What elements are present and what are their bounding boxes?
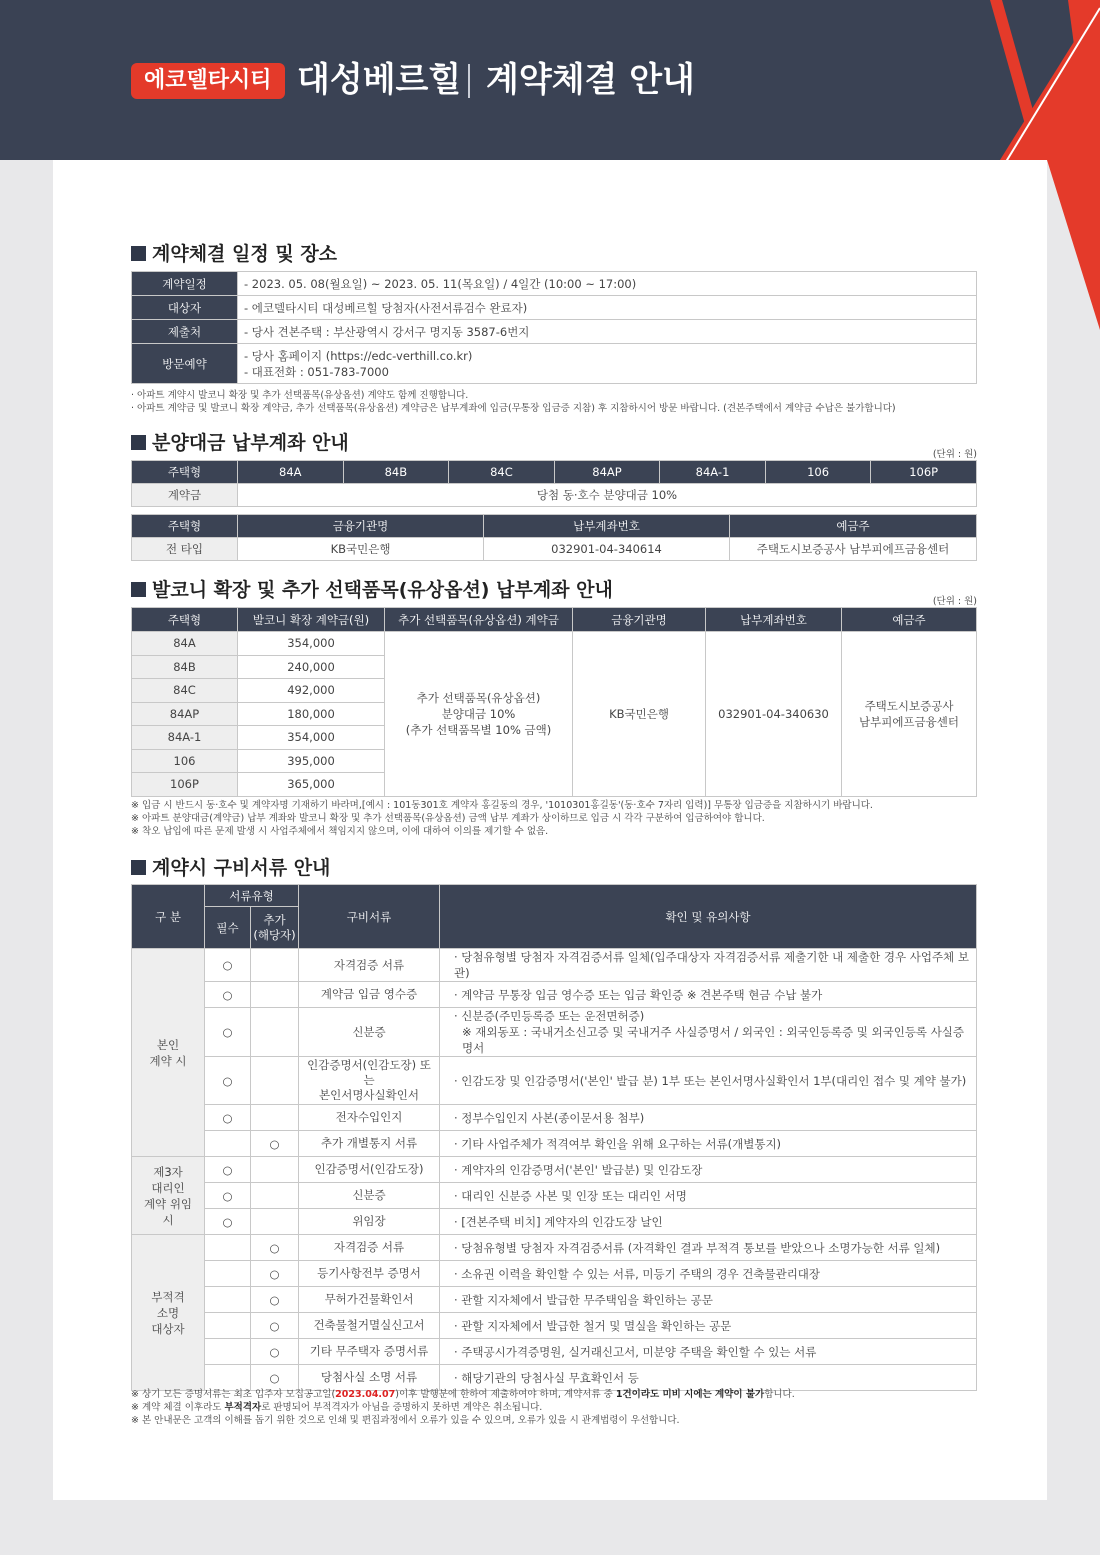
- balcony-amount: 395,000: [238, 749, 385, 773]
- account-holder: [842, 632, 977, 797]
- table-row: [132, 1339, 977, 1365]
- unit-type: 106: [132, 749, 238, 773]
- row-value: - 당사 견본주택 : 부산광역시 강서구 명지동 3587-6번지: [238, 320, 977, 344]
- header-cell: 확인 및 유의사항: [440, 885, 977, 949]
- note-line: · 소유권 이력을 확인할 수 있는 서류, 미등기 주택의 경우 건축물관리대장: [454, 1266, 821, 1281]
- balcony-amount: 365,000: [238, 773, 385, 797]
- section-title-balcony: [131, 578, 613, 602]
- note-line: · 당첨유형별 당첨자 자격검증서류 (자격확인 결과 부적격 통보를 받았으나 소명가능한 서류 일체): [454, 1240, 941, 1255]
- extra-mark: ○: [251, 1235, 299, 1261]
- category-line: 부적격: [151, 1289, 185, 1304]
- note-line: · 당첨유형별 당첨자 자격검증서류 일체(입주대상자 자격검증서류 제출기한 내 제출한 경우 사업주체 보관): [454, 950, 969, 980]
- header-cell: 84A-1: [660, 461, 766, 484]
- document-line: 기타 무주택자 증명서류: [309, 1344, 429, 1358]
- header-line: (해당자): [253, 927, 296, 942]
- schedule-table-wrap: [131, 271, 977, 384]
- category-cell: [132, 1157, 205, 1235]
- note-line: · 해당기관의 당첨사실 무효확인서 등: [454, 1370, 639, 1385]
- note-line: · 대리인 신분증 사본 및 인장 또는 대리인 서명: [454, 1188, 687, 1203]
- table-row: [132, 272, 977, 296]
- document-line: 본인서명사실확인서: [319, 1088, 419, 1102]
- section-title-documents: [131, 856, 330, 880]
- document-line: 위임장: [352, 1214, 386, 1228]
- payment-type-table: [131, 460, 977, 507]
- balcony-table: [131, 607, 977, 797]
- document-line: 인감증명서(인감도장): [314, 1162, 424, 1176]
- extra-mark: [251, 1157, 299, 1183]
- complex-name: 대성베르힐: [297, 60, 462, 100]
- document-name: [299, 1339, 440, 1365]
- document-note: [440, 1287, 977, 1313]
- required-mark: ○: [205, 1008, 251, 1057]
- website-line: - 당사 홈페이지 (https://edc-verthill.co.kr): [244, 348, 473, 363]
- note-line: · 계약금 무통장 입금 영수증 또는 입금 확인증 ※ 견본주택 현금 수납 불가: [454, 987, 823, 1002]
- account-holder: 주택도시보증공사 남부피에프금융센터: [730, 538, 977, 561]
- required-mark: [205, 1339, 251, 1365]
- document-note: [440, 1057, 977, 1105]
- document-name: [299, 1157, 440, 1183]
- unit-type: 84C: [132, 679, 238, 703]
- schedule-table: [131, 271, 977, 384]
- header-cell: 납부계좌번호: [484, 515, 730, 538]
- category-line: 본인: [156, 1037, 180, 1052]
- document-line: 무허가건물확인서: [324, 1292, 414, 1306]
- document-name: [299, 1183, 440, 1209]
- required-mark: ○: [205, 1105, 251, 1131]
- row-label: 방문예약: [132, 344, 238, 384]
- required-mark: [205, 1131, 251, 1157]
- document-note: [440, 1261, 977, 1287]
- table-row: [132, 1057, 977, 1105]
- document-name: [299, 1365, 440, 1391]
- balcony-notes: [131, 799, 873, 838]
- document-line: 전자수입인지: [335, 1110, 403, 1124]
- header-cell: 주택형: [132, 461, 238, 484]
- unit-type: 84AP: [132, 702, 238, 726]
- note-line: · 아파트 계약금 및 발코니 확장 계약금, 추가 선택품목(유상옵션) 계약금은 납부계좌에 입금(무통장 입금증 지참) 후 지참하시어 방문 바랍니다. (견본주택에서 계약금 수납은 불가합니다): [131, 403, 896, 414]
- extra-mark: [251, 1209, 299, 1235]
- section-title-text: 계약시 구비서류 안내: [152, 857, 331, 879]
- required-mark: [205, 1365, 251, 1391]
- note-text: ※ 계약 체결 이후라도: [131, 1402, 225, 1413]
- section-title-payment: [131, 431, 349, 455]
- document-line: 자격검증 서류: [333, 957, 405, 972]
- note-line: · 주택공시가격증명원, 실거래신고서, 미분양 주택을 확인할 수 있는 서류: [454, 1344, 817, 1359]
- deposit-value: 당첨 동·호수 분양대금 10%: [238, 484, 977, 507]
- note-line: · 관할 지자체에서 발급한 무주택임을 확인하는 공문: [454, 1292, 713, 1307]
- row-value: [238, 344, 977, 384]
- header-cell: 납부계좌번호: [706, 608, 842, 632]
- required-mark: [205, 1287, 251, 1313]
- note-line: · 계약자의 인감증명서('본인' 발급분) 및 인감도장: [454, 1162, 703, 1177]
- note-text: ※ 상기 모든 증명서류는 최초 입주자 모집공고일(: [131, 1389, 336, 1400]
- document-note: [440, 1183, 977, 1209]
- note-line: ※ 본 안내문은 고객의 이해를 돕기 위한 것으로 인쇄 및 편집과정에서 오류가 있을 수 있으며, 오류가 있을 시 관계법령이 우선합니다.: [131, 1415, 680, 1426]
- section-bullet-icon: [131, 246, 146, 261]
- note-text: )이후 발행분에 한하여 제출하여야 하며, 계약서류 중: [395, 1389, 616, 1400]
- note-line: ※ 착오 납입에 따른 문제 발생 시 사업주체에서 책임지지 않으며, 이에 대하여 이의를 제기할 수 없음.: [131, 826, 549, 837]
- note-date: 2023.04.07: [335, 1389, 396, 1400]
- table-row: [132, 296, 977, 320]
- option-line: (추가 선택품목별 10% 금액): [405, 722, 552, 737]
- category-line: 대리인: [151, 1180, 185, 1195]
- unit-type: 106P: [132, 773, 238, 797]
- table-row: [132, 1313, 977, 1339]
- documents-table: [131, 884, 977, 1391]
- document-line: 건축물철거멸실신고서: [313, 1318, 425, 1332]
- document-name: [299, 1287, 440, 1313]
- note-emphasis: 1건이라도 미비 시에는 계약이 불가: [615, 1389, 765, 1400]
- balcony-amount: 180,000: [238, 702, 385, 726]
- document-line: 신분증: [352, 1024, 386, 1039]
- extra-mark: ○: [251, 1287, 299, 1313]
- document-line: 신분증: [352, 1188, 386, 1202]
- section-title-text: 계약체결 일정 및 장소: [152, 243, 338, 265]
- balcony-amount: 240,000: [238, 655, 385, 679]
- document-note: [440, 1339, 977, 1365]
- unit-label: (단위 : 원): [932, 449, 977, 460]
- documents-notes: [131, 1388, 795, 1427]
- category-line: 제3자: [153, 1164, 183, 1179]
- section-bullet-icon: [131, 860, 146, 875]
- row-label: 계약금: [132, 484, 238, 507]
- note-line: ※ 입금 시 반드시 동·호수 및 계약자명 기재하기 바라며,[예시 : 101동301호 계약자 홍길동의 경우, '1010301홍길동'(동·호수 7자리 입력)] 무통장 입금증을 지참하시기 바랍니다.: [131, 800, 873, 811]
- bank-name: KB국민은행: [238, 538, 484, 561]
- required-mark: ○: [205, 1157, 251, 1183]
- header-cell: 금융기관명: [573, 608, 706, 632]
- balcony-amount: 492,000: [238, 679, 385, 703]
- table-row: [132, 515, 977, 538]
- table-row: [132, 344, 977, 384]
- table-row: [132, 1183, 977, 1209]
- document-line: 자격검증 서류: [333, 1240, 405, 1254]
- extra-mark: [251, 1057, 299, 1105]
- note-emphasis: 부적격자: [224, 1402, 262, 1413]
- row-label: 제출처: [132, 320, 238, 344]
- document-note: [440, 1008, 977, 1057]
- balcony-amount: 354,000: [238, 726, 385, 750]
- required-mark: ○: [205, 949, 251, 982]
- header-cell: 106: [765, 461, 871, 484]
- header-cell: 필수: [205, 907, 251, 949]
- document-name: [299, 949, 440, 982]
- document-name: [299, 1008, 440, 1057]
- table-row: [132, 608, 977, 632]
- header-cell: 주택형: [132, 515, 238, 538]
- required-mark: ○: [205, 1057, 251, 1105]
- table-row: [132, 1157, 977, 1183]
- unit-label: (단위 : 원): [932, 596, 977, 607]
- payment-type-table-wrap: [131, 460, 977, 507]
- extra-mark: [251, 982, 299, 1008]
- brand-badge: 에코델타시티: [131, 63, 285, 99]
- table-row: [132, 484, 977, 507]
- header-cell: 106P: [871, 461, 977, 484]
- header-cell: 84B: [343, 461, 449, 484]
- document-note: [440, 1235, 977, 1261]
- schedule-notes: [131, 389, 896, 415]
- document-name: [299, 1131, 440, 1157]
- account-number: 032901-04-340614: [484, 538, 730, 561]
- note-line: [131, 1388, 795, 1401]
- row-value: - 에코델타시티 대성베르힐 당첨자(사전서류검수 완료자): [238, 296, 977, 320]
- section-bullet-icon: [131, 582, 146, 597]
- note-line: · 기타 사업주체가 적격여부 확인을 위해 요구하는 서류(개별통지): [454, 1136, 782, 1151]
- header-cell: [251, 907, 299, 949]
- section-title-text: 발코니 확장 및 추가 선택품목(유상옵션) 납부계좌 안내: [152, 579, 613, 601]
- document-note: [440, 1131, 977, 1157]
- header-cell: 구 분: [132, 885, 205, 949]
- category-line: 소명: [156, 1305, 180, 1320]
- document-note: [440, 949, 977, 982]
- note-line: · 인감도장 및 인감증명서('본인' 발급 분) 1부 또는 본인서명사실확인서 1부(대리인 접수 및 계약 불가): [454, 1073, 967, 1088]
- note-line: · 아파트 계약시 발코니 확장 및 추가 선택품목(유상옵션) 계약도 함께 진행합니다.: [131, 390, 469, 401]
- required-mark: [205, 1235, 251, 1261]
- document-note: [440, 1105, 977, 1131]
- option-deposit-cell: [385, 632, 573, 797]
- document-line: 인감증명서(인감도장) 또는: [307, 1058, 431, 1087]
- extra-mark: [251, 949, 299, 982]
- category-line: 계약 시: [149, 1053, 187, 1068]
- page-title: 계약체결 안내: [486, 60, 695, 100]
- category-cell: [132, 949, 205, 1157]
- document-name: [299, 1313, 440, 1339]
- section-title-text: 분양대금 납부계좌 안내: [152, 432, 349, 454]
- document-note: [440, 1209, 977, 1235]
- header-cell: 서류유형: [205, 885, 299, 907]
- category-line: 대상자: [151, 1321, 185, 1336]
- category-cell: [132, 1235, 205, 1391]
- account-number: 032901-04-340630: [706, 632, 842, 797]
- note-line: · 신분증(주민등록증 또는 운전면허증): [454, 1009, 645, 1023]
- document-line: 당첨사실 소명 서류: [320, 1370, 418, 1384]
- note-line: [131, 1401, 795, 1414]
- header-line: 추가: [263, 912, 286, 927]
- phone-line: - 대표전화 : 051-783-7000: [244, 364, 389, 379]
- extra-mark: [251, 1008, 299, 1057]
- category-line: 계약 위임 시: [143, 1196, 193, 1227]
- extra-mark: ○: [251, 1313, 299, 1339]
- note-text: 합니다.: [764, 1389, 795, 1400]
- table-row: [132, 1105, 977, 1131]
- header-cell: 84A: [238, 461, 344, 484]
- note-line: · [견본주택 비치] 계약자의 인감도장 날인: [454, 1214, 663, 1229]
- balcony-amount: 354,000: [238, 632, 385, 656]
- header-cell: 발코니 확장 계약금(원): [238, 608, 385, 632]
- table-row: [132, 1261, 977, 1287]
- table-row: [132, 538, 977, 561]
- extra-mark: ○: [251, 1261, 299, 1287]
- required-mark: ○: [205, 1209, 251, 1235]
- row-label: 전 타입: [132, 538, 238, 561]
- header-cell: 예금주: [730, 515, 977, 538]
- table-row: [132, 885, 977, 907]
- header-cell: 금융기관명: [238, 515, 484, 538]
- required-mark: ○: [205, 1183, 251, 1209]
- document-line: 등기사항전부 증명서: [317, 1266, 421, 1280]
- required-mark: [205, 1261, 251, 1287]
- table-row: [132, 461, 977, 484]
- header-cell: 84C: [449, 461, 555, 484]
- header-cell: 추가 선택품목(유상옵션) 계약금: [385, 608, 573, 632]
- document-note: [440, 1313, 977, 1339]
- document-name: [299, 982, 440, 1008]
- extra-mark: ○: [251, 1339, 299, 1365]
- row-value: - 2023. 05. 08(월요일) ~ 2023. 05. 11(목요일) / 4일간 (10:00 ~ 17:00): [238, 272, 977, 296]
- unit-type: 84A-1: [132, 726, 238, 750]
- note-line: · 관할 지자체에서 발급한 철거 및 멸실을 확인하는 공문: [454, 1318, 732, 1333]
- payment-account-table: [131, 514, 977, 561]
- row-label: 대상자: [132, 296, 238, 320]
- required-mark: ○: [205, 982, 251, 1008]
- document-name: [299, 1209, 440, 1235]
- option-line: 분양대금 10%: [441, 706, 516, 721]
- documents-table-wrap: [131, 884, 977, 1391]
- extra-mark: ○: [251, 1365, 299, 1391]
- extra-mark: [251, 1183, 299, 1209]
- note-line: · 정부수입인지 사본(종이문서용 첨부): [454, 1110, 645, 1125]
- balcony-table-wrap: [131, 607, 977, 797]
- document-name: [299, 1105, 440, 1131]
- document-line: 계약금 입금 영수증: [320, 987, 418, 1001]
- row-label: 계약일정: [132, 272, 238, 296]
- section-bullet-icon: [131, 435, 146, 450]
- document-note: [440, 982, 977, 1008]
- unit-type: 84A: [132, 632, 238, 656]
- bank-name: KB국민은행: [573, 632, 706, 797]
- document-name: [299, 1235, 440, 1261]
- document-name: [299, 1261, 440, 1287]
- section-title-schedule: [131, 242, 337, 266]
- table-row: [132, 1287, 977, 1313]
- document-line: 추가 개별통지 서류: [320, 1136, 418, 1150]
- table-row: [132, 1131, 977, 1157]
- unit-type: 84B: [132, 655, 238, 679]
- title-divider: [468, 64, 470, 98]
- extra-mark: [251, 1105, 299, 1131]
- document-note: [440, 1365, 977, 1391]
- table-row: [132, 632, 977, 656]
- header-cell: 구비서류: [299, 885, 440, 949]
- note-text: 로 판명되어 부적격자가 아님을 증명하지 못하면 계약은 취소됩니다.: [261, 1402, 543, 1413]
- holder-line: 남부피에프금융센터: [859, 714, 959, 729]
- holder-line: 주택도시보증공사: [864, 698, 954, 713]
- table-row: [132, 320, 977, 344]
- header-cell: 주택형: [132, 608, 238, 632]
- payment-account-table-wrap: [131, 514, 977, 561]
- note-line: ※ 재외동포 : 국내거소신고증 및 국내거주 사실증명서 / 외국인 : 외국인등록증 및 외국인등록 사실증명서: [462, 1025, 965, 1055]
- required-mark: [205, 1313, 251, 1339]
- table-row: [132, 982, 977, 1008]
- table-row: [132, 1235, 977, 1261]
- note-line: ※ 아파트 분양대금(계약금) 납부 계좌와 발코니 확장 및 추가 선택품목(유상옵션) 금액 납부 계좌가 상이하므로 입금 시 각각 구분하여 입금하여야 합니다.: [131, 813, 765, 824]
- table-row: [132, 949, 977, 982]
- document-name: [299, 1057, 440, 1105]
- extra-mark: ○: [251, 1131, 299, 1157]
- table-row: [132, 1008, 977, 1057]
- table-row: [132, 1365, 977, 1391]
- header-cell: 예금주: [842, 608, 977, 632]
- document-note: [440, 1157, 977, 1183]
- header-cell: 84AP: [554, 461, 660, 484]
- table-row: [132, 1209, 977, 1235]
- option-line: 추가 선택품목(유상옵션): [416, 690, 541, 705]
